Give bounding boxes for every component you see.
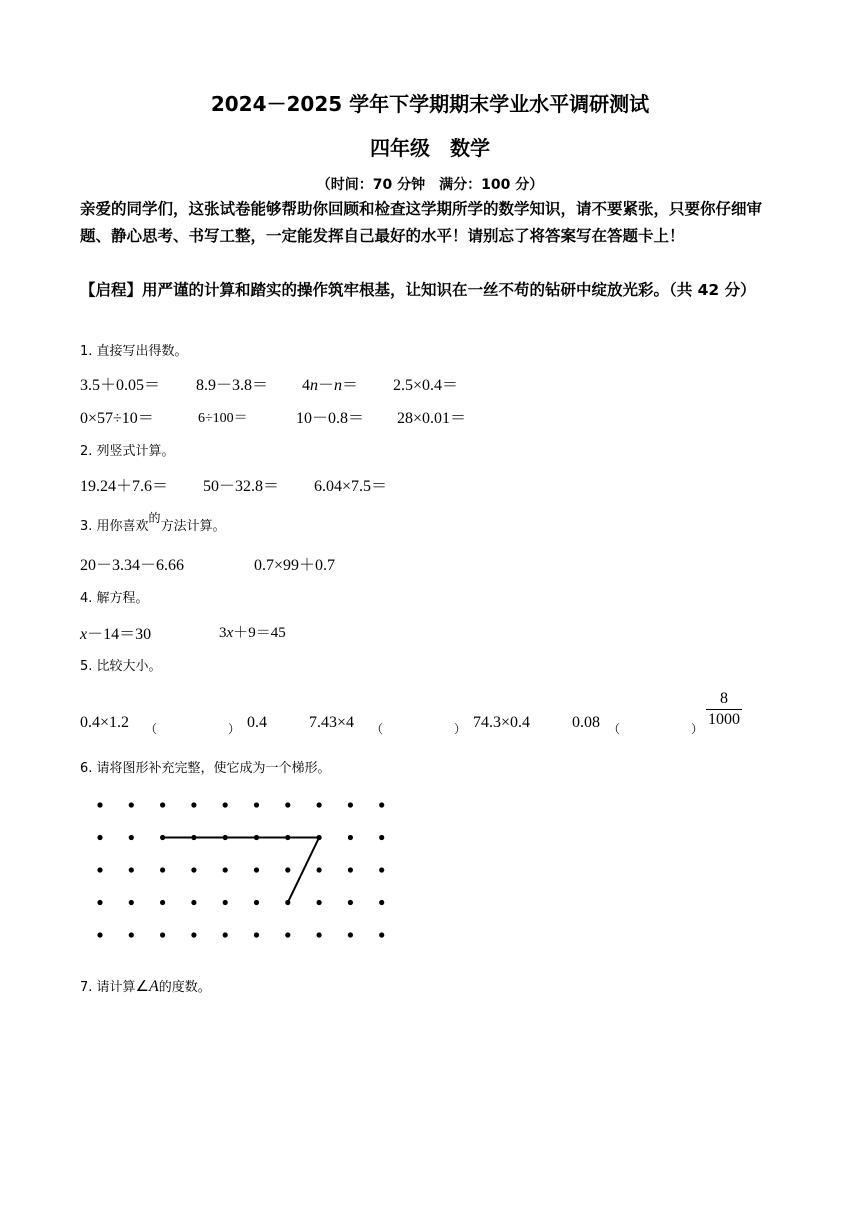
q5-compare-left: 0.4×1.2 bbox=[80, 714, 130, 731]
q1-expr: 2.5×0.4＝ bbox=[393, 377, 459, 394]
q2-expr: 19.24＋7.6＝ bbox=[80, 478, 169, 495]
angle-symbol: ∠ bbox=[135, 979, 149, 995]
q3-expr: 0.7×99＋0.7 bbox=[254, 557, 336, 574]
grid-dot bbox=[223, 867, 228, 872]
q4-expr: 3x＋9＝45 bbox=[219, 625, 286, 641]
grid-dot bbox=[129, 835, 134, 840]
grid-dot bbox=[160, 802, 165, 807]
grid-dot bbox=[191, 802, 196, 807]
exam-time-info: （时间：70 分钟 满分：100 分） bbox=[316, 177, 544, 193]
q5-compare-left: 0.08 bbox=[572, 714, 600, 731]
q1-expr: 6÷100＝ bbox=[198, 411, 248, 426]
grid-dot bbox=[285, 932, 290, 937]
q5-fraction bbox=[706, 689, 742, 730]
grid-dot bbox=[285, 835, 290, 840]
grid-dot bbox=[160, 900, 165, 905]
q1-expr: 3.5＋0.05＝ bbox=[80, 377, 161, 394]
grid-dot bbox=[379, 900, 384, 905]
q1-expr: 0×57÷10＝ bbox=[80, 410, 154, 427]
grid-dot bbox=[129, 900, 134, 905]
q1-expr: 4n－n＝ bbox=[302, 377, 359, 394]
q5-answer-paren-open: （ bbox=[145, 722, 158, 736]
grid-dot bbox=[317, 802, 322, 807]
grid-dot bbox=[379, 867, 384, 872]
fraction-numerator: 8 bbox=[706, 689, 742, 710]
grid-dot bbox=[97, 900, 102, 905]
grid-dot bbox=[317, 835, 322, 840]
grid-dot bbox=[129, 932, 134, 937]
grid-dot bbox=[160, 932, 165, 937]
grid-dot bbox=[379, 835, 384, 840]
grid-dot bbox=[160, 835, 165, 840]
q2-label: 2. 列竖式计算。 bbox=[80, 444, 175, 459]
grid-dot bbox=[348, 835, 353, 840]
grid-dot bbox=[97, 932, 102, 937]
q7-label: 7. 请计算∠A的度数。 bbox=[80, 978, 211, 995]
q2-expr: 50－32.8＝ bbox=[203, 478, 280, 495]
dot-grid-figure bbox=[90, 795, 390, 945]
grid-dot bbox=[317, 932, 322, 937]
angle-variable: A bbox=[149, 978, 159, 995]
grid-dot bbox=[160, 867, 165, 872]
grid-dot bbox=[129, 802, 134, 807]
grid-dot bbox=[254, 802, 259, 807]
grid-dot bbox=[191, 932, 196, 937]
q5-compare-left: 7.43×4 bbox=[309, 714, 355, 731]
grid-dot bbox=[223, 900, 228, 905]
q1-expr: 8.9－3.8＝ bbox=[196, 377, 269, 394]
q5-answer-paren-close: ） bbox=[454, 722, 467, 736]
grid-dot bbox=[348, 932, 353, 937]
grid-dot bbox=[254, 900, 259, 905]
grid-dot bbox=[254, 932, 259, 937]
grid-dot bbox=[254, 867, 259, 872]
grid-dot bbox=[348, 900, 353, 905]
grid-dot bbox=[129, 867, 134, 872]
grid-dot bbox=[223, 802, 228, 807]
q4-label: 4. 解方程。 bbox=[80, 591, 149, 606]
exam-title: 2024－2025 学年下学期期末学业水平调研测试 bbox=[210, 92, 650, 116]
grid-dot bbox=[254, 835, 259, 840]
grid-dot bbox=[348, 802, 353, 807]
q1-expr: 10－0.8＝ bbox=[296, 410, 365, 427]
grid-dot bbox=[223, 932, 228, 937]
grid-dot bbox=[97, 835, 102, 840]
grid-dot bbox=[191, 867, 196, 872]
q5-compare-right: 0.4 bbox=[247, 714, 267, 731]
figure-segment bbox=[288, 838, 319, 903]
q3-label: 3. 用你喜欢的方法计算。 bbox=[80, 511, 226, 534]
q5-compare-right: 74.3×0.4 bbox=[473, 714, 531, 731]
q4-expr: x－14＝30 bbox=[80, 626, 152, 643]
grid-dot bbox=[379, 932, 384, 937]
grid-dot bbox=[317, 900, 322, 905]
grid-dot bbox=[317, 867, 322, 872]
grid-dot bbox=[191, 835, 196, 840]
grid-dot bbox=[191, 900, 196, 905]
q2-expr: 6.04×7.5＝ bbox=[314, 478, 388, 495]
q5-answer-paren-close: ） bbox=[228, 722, 241, 736]
q1-expr: 28×0.01＝ bbox=[397, 410, 467, 427]
grid-dot bbox=[223, 835, 228, 840]
fraction-denominator: 1000 bbox=[708, 711, 740, 728]
q3-expr: 20－3.34－6.66 bbox=[80, 557, 185, 574]
grid-dot bbox=[285, 867, 290, 872]
section-heading: 【启程】用严谨的计算和踏实的操作筑牢根基，让知识在一丝不苟的钻研中绽放光彩。（共 42 分） bbox=[80, 281, 756, 299]
grid-dot bbox=[348, 867, 353, 872]
exam-subtitle: 四年级 数学 bbox=[370, 136, 490, 160]
grid-dot bbox=[379, 802, 384, 807]
intro-greeting: 亲爱的同学们，这张试卷能够帮助你回顾和检查这学期所学的数学知识，请不要紧张，只要你仔细审题、静心思考、书写工整，一定能发挥自己最好的水平！请别忘了将答案写在答题卡上！ bbox=[80, 200, 763, 245]
q5-label: 5. 比较大小。 bbox=[80, 659, 162, 674]
q6-label: 6. 请将图形补充完整，使它成为一个梯形。 bbox=[80, 761, 331, 776]
grid-dot bbox=[285, 900, 290, 905]
grid-dot bbox=[97, 867, 102, 872]
q5-answer-paren-open: （ bbox=[371, 722, 384, 736]
q5-answer-paren-open: （ bbox=[608, 722, 621, 736]
q5-answer-paren-close: ） bbox=[691, 722, 704, 736]
q1-label: 1. 直接写出得数。 bbox=[80, 344, 188, 359]
grid-dot bbox=[285, 802, 290, 807]
grid-dot bbox=[97, 802, 102, 807]
